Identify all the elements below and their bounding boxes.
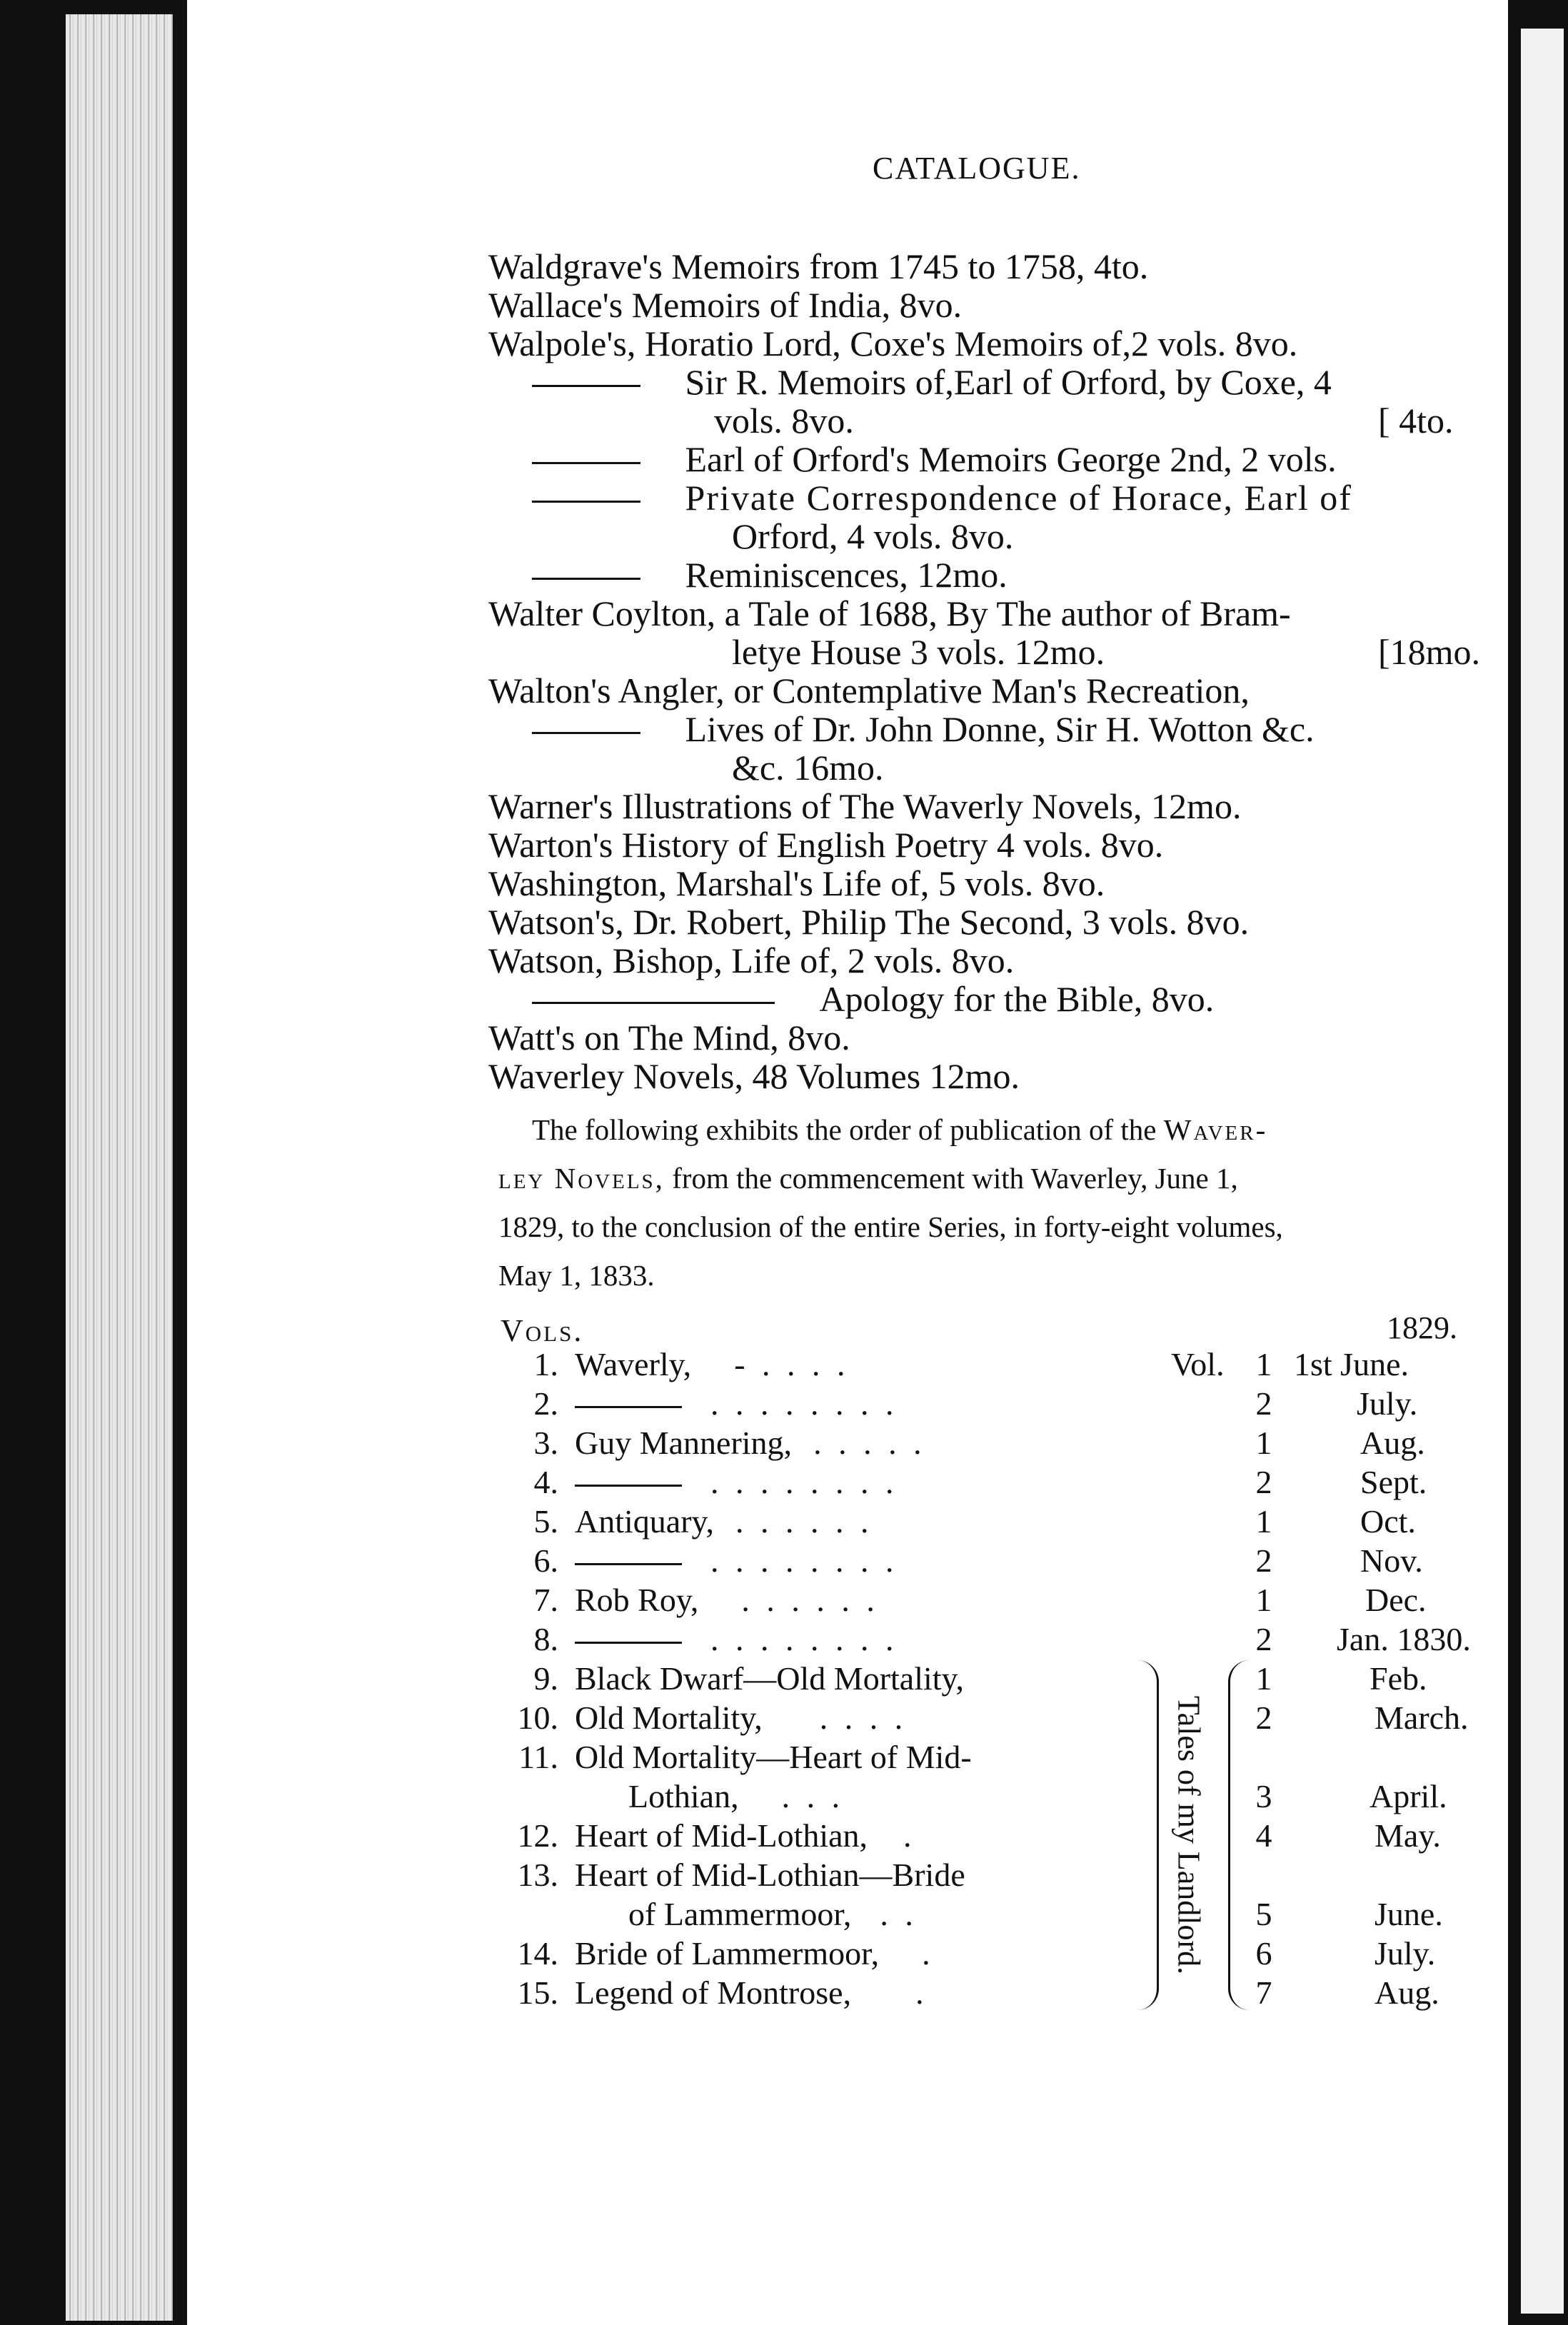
entry-walton-angler: Walton's Angler, or Contemplative Man's Recreation, <box>488 671 1250 710</box>
ditto-dash <box>575 1485 682 1487</box>
table-row: 13. Heart of Mid-Lothian—Bride <box>517 1857 965 1893</box>
entry-walter-coylton-format: [18mo. <box>1378 632 1481 672</box>
entry-walter-coylton: Walter Coylton, a Tale of 1688, By The author of Bram- <box>488 593 1291 633</box>
table-row: 11. Old Mortality—Heart of Mid- <box>518 1739 972 1775</box>
entry-walpole: Walpole's, Horatio Lord, Coxe's Memoirs of,2 vols. 8vo. <box>488 323 1298 363</box>
table-row: Lothian, . . . 3 April. <box>628 1778 1447 1814</box>
entry-walter-coylton-cont: letye House 3 vols. 12mo. <box>732 632 1105 672</box>
table-row: 8. . . . . . . . . 2 Jan. 1830. <box>533 1621 1471 1657</box>
table-row: 6. . . . . . . . . 2 Nov. <box>533 1542 1423 1579</box>
ditto-dash <box>532 501 640 503</box>
vols-heading: Vols. <box>501 1313 584 1348</box>
ditto-dash <box>532 578 640 580</box>
table-row: 9. Black Dwarf—Old Mortality, 1 Feb. <box>533 1660 1427 1697</box>
table-row: 10. Old Mortality, . . . . 2 March. <box>517 1699 1469 1736</box>
ditto-dash <box>575 1406 682 1408</box>
table-row: 7. Rob Roy, . . . . . . 1 Dec. <box>533 1582 1427 1618</box>
table-row: 1. Waverly, - . . . . Vol. 1 1st June. <box>533 1346 1409 1382</box>
entry-watson-apology: Apology for the Bible, 8vo. <box>532 981 1214 1017</box>
entry-waverley-novels: Waverley Novels, 48 Volumes 12mo. <box>488 1056 1020 1096</box>
ditto-dash <box>575 1642 682 1644</box>
entry-walpole-correspondence: Private Correspondence of Horace, Earl of <box>532 480 1352 516</box>
entry-wallace: Wallace's Memoirs of India, 8vo. <box>488 285 963 325</box>
paragraph-line-2: ley Novels, from the commencement with Waverley, June 1, <box>498 1162 1238 1195</box>
entry-walton-lives: Lives of Dr. John Donne, Sir H. Wotton &c. <box>532 711 1315 747</box>
entry-watt: Watt's on The Mind, 8vo. <box>488 1018 850 1058</box>
year-heading: 1829. <box>1387 1310 1457 1345</box>
entry-walpole-sir-r: Sir R. Memoirs of,Earl of Orford, by Coxe, 4 <box>532 364 1332 400</box>
entry-walpole-correspondence-cont: Orford, 4 vols. 8vo. <box>732 516 1014 556</box>
ditto-dash <box>532 385 640 387</box>
entry-washington: Washington, Marshal's Life of, 5 vols. 8vo. <box>488 863 1105 903</box>
table-row: 4. . . . . . . . . 2 Sept. <box>533 1464 1427 1500</box>
entry-warton: Warton's History of English Poetry 4 vols. 8vo. <box>488 825 1164 865</box>
ditto-dash <box>575 1563 682 1565</box>
table-row: 14. Bride of Lammermoor, . 6 July. <box>517 1935 1436 1972</box>
group-bracket-left <box>1135 1660 1159 2010</box>
series-label: Tales of my Landlord. <box>1171 1695 1207 1975</box>
table-row: 12. Heart of Mid-Lothian, . 4 May. <box>517 1817 1441 1854</box>
entry-walpole-reminiscences: Reminiscences, 12mo. <box>532 557 1007 593</box>
table-row: 3. Guy Mannering, . . . . . 1 Aug. <box>533 1425 1425 1461</box>
entry-walpole-orford: Earl of Orford's Memoirs George 2nd, 2 vols. <box>532 441 1337 477</box>
table-row: 2. . . . . . . . . 2 July. <box>533 1385 1418 1422</box>
table-row: 5. Antiquary, . . . . . . 1 Oct. <box>533 1503 1416 1540</box>
ditto-dash <box>532 732 640 734</box>
paragraph-line-1: The following exhibits the order of publication of the Waver- <box>532 1113 1268 1146</box>
entry-walpole-sir-r-cont: vols. 8vo. <box>714 401 854 441</box>
entry-walpole-format: [ 4to. <box>1378 401 1454 441</box>
entry-warner: Warner's Illustrations of The Waverly Novels, 12mo. <box>488 786 1242 826</box>
ditto-dash <box>532 462 640 464</box>
table-row: of Lammermoor, . . 5 June. <box>628 1896 1443 1932</box>
entry-walton-lives-cont: &c. 16mo. <box>732 748 884 788</box>
table-row: 15. Legend of Montrose, . 7 Aug. <box>517 1974 1439 2011</box>
running-head: CATALOGUE. <box>873 151 1081 186</box>
entry-watson-robert: Watson's, Dr. Robert, Philip The Second, 3 vols. 8vo. <box>488 902 1250 942</box>
group-bracket-right <box>1228 1660 1252 2010</box>
paragraph-line-3: 1829, to the conclusion of the entire Series, in forty-eight volumes, <box>498 1210 1283 1243</box>
entry-watson-bishop: Watson, Bishop, Life of, 2 vols. 8vo. <box>488 940 1015 980</box>
entry-waldgrave: Waldgrave's Memoirs from 1745 to 1758, 4to. <box>488 246 1149 286</box>
ditto-dash <box>532 1002 775 1004</box>
paragraph-line-4: May 1, 1833. <box>498 1259 655 1292</box>
